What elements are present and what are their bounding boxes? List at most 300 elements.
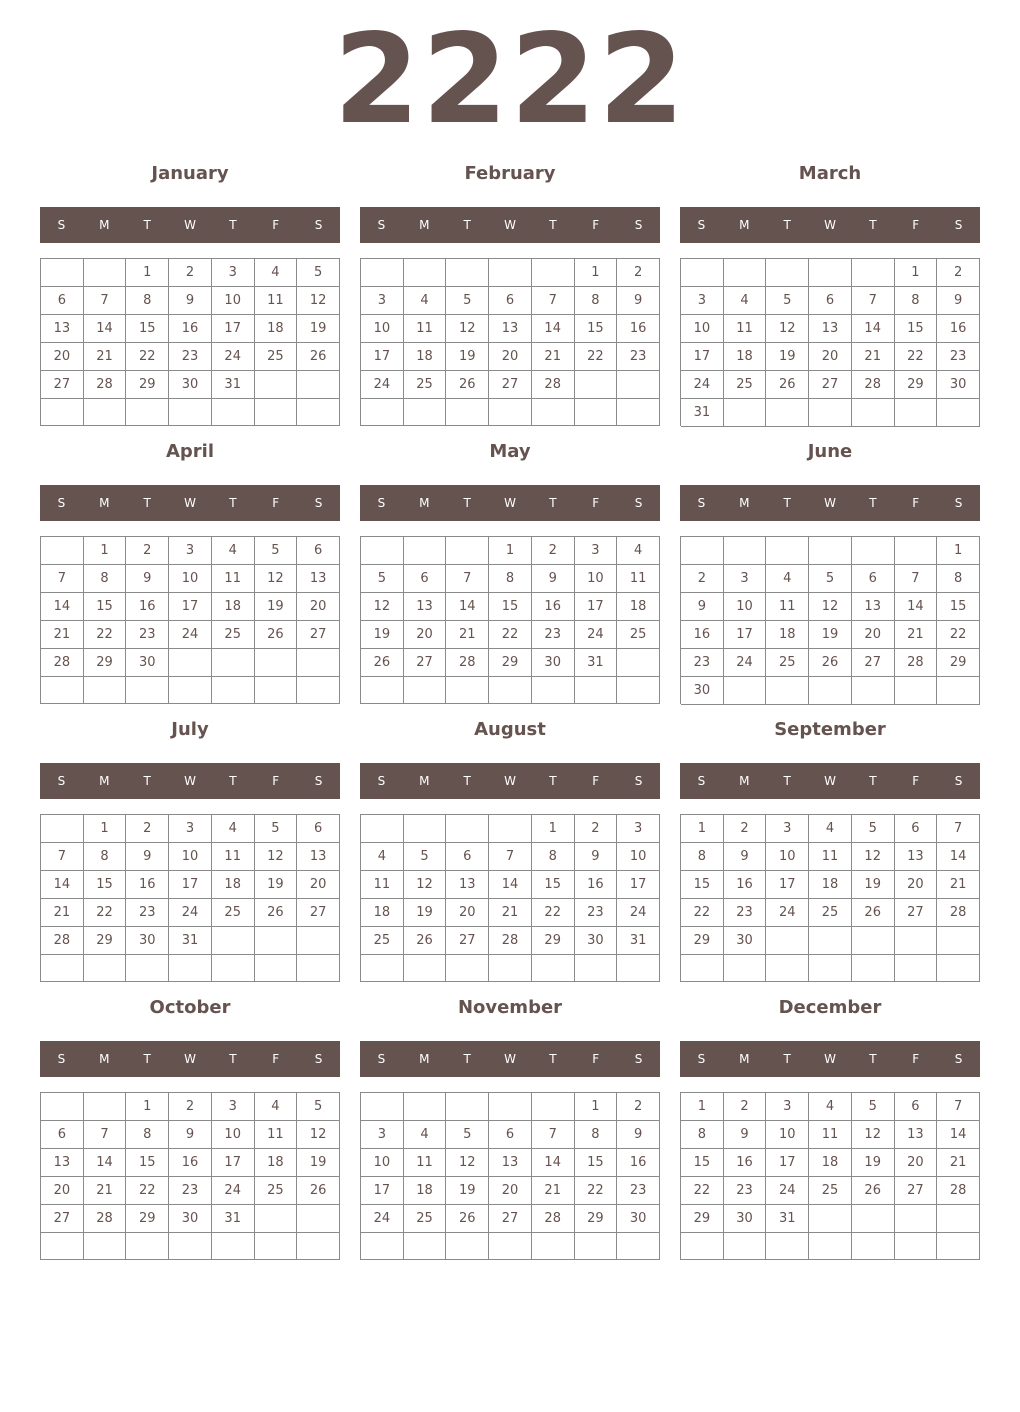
day-cell: 12 [852, 1121, 895, 1149]
day-cell: 29 [126, 1205, 169, 1233]
day-cell: 15 [937, 593, 980, 621]
empty-day-cell [404, 677, 447, 704]
day-cell: 11 [809, 843, 852, 871]
empty-day-cell [532, 677, 575, 704]
day-cell: 6 [895, 815, 938, 843]
day-cell: 12 [766, 315, 809, 343]
weekday-label: S [697, 1052, 706, 1066]
month-title: April [165, 441, 215, 462]
empty-day-cell [724, 399, 767, 427]
day-cell: 31 [212, 1205, 255, 1233]
empty-day-cell [404, 259, 447, 287]
day-cell: 31 [169, 927, 212, 955]
day-cell: 5 [255, 537, 298, 565]
empty-day-cell [489, 1093, 532, 1121]
day-cell: 15 [532, 871, 575, 899]
weekday-label: T [869, 218, 877, 232]
day-cell: 27 [852, 649, 895, 677]
day-cell: 28 [532, 1205, 575, 1233]
day-cell: 8 [126, 1121, 169, 1149]
weekday-label: F [912, 774, 920, 788]
weekday-label: S [377, 496, 386, 510]
day-cell: 9 [169, 287, 212, 315]
day-cell: 4 [404, 1121, 447, 1149]
weekday-label: T [463, 774, 471, 788]
day-cell: 23 [724, 899, 767, 927]
weekday-label: F [912, 496, 920, 510]
day-cell: 29 [84, 649, 127, 677]
day-cell: 30 [724, 927, 767, 955]
day-cell: 2 [617, 1093, 660, 1121]
day-cell: 13 [852, 593, 895, 621]
day-cell: 3 [724, 565, 767, 593]
day-cell: 9 [617, 287, 660, 315]
day-cell: 2 [169, 259, 212, 287]
day-cell: 15 [575, 1149, 618, 1177]
day-cell: 8 [126, 287, 169, 315]
empty-day-cell [169, 955, 212, 982]
empty-day-cell [532, 259, 575, 287]
empty-day-cell [84, 259, 127, 287]
weekday-label: W [184, 774, 196, 788]
empty-day-cell [212, 1233, 255, 1260]
day-cell: 11 [404, 1149, 447, 1177]
day-cell: 24 [724, 649, 767, 677]
empty-day-cell [681, 537, 724, 565]
day-cell: 5 [297, 259, 340, 287]
empty-day-cell [446, 677, 489, 704]
day-cell: 13 [41, 1149, 84, 1177]
day-cell: 21 [852, 343, 895, 371]
day-cell: 7 [937, 1093, 980, 1121]
weekday-label: F [912, 218, 920, 232]
weekday-label: W [184, 496, 196, 510]
empty-day-cell [255, 677, 298, 704]
empty-day-cell [84, 1233, 127, 1260]
empty-day-cell [255, 371, 298, 399]
day-cell: 28 [895, 649, 938, 677]
day-cell: 30 [681, 677, 724, 705]
day-cell: 9 [126, 843, 169, 871]
empty-day-cell [489, 677, 532, 704]
day-cell: 25 [809, 1177, 852, 1205]
empty-day-cell [937, 399, 980, 427]
day-cell: 22 [84, 899, 127, 927]
day-cell: 1 [126, 1093, 169, 1121]
day-cell: 11 [255, 287, 298, 315]
day-cell: 2 [532, 537, 575, 565]
day-cell: 4 [617, 537, 660, 565]
day-cell: 24 [575, 621, 618, 649]
day-cell: 13 [297, 565, 340, 593]
day-cell: 7 [852, 287, 895, 315]
weekday-label: M [99, 218, 110, 232]
day-cell: 17 [681, 343, 724, 371]
empty-day-cell [169, 649, 212, 677]
day-cell: 2 [126, 815, 169, 843]
day-cell: 8 [895, 287, 938, 315]
day-cell: 14 [41, 871, 84, 899]
day-cell: 10 [361, 1149, 404, 1177]
weekday-label: T [549, 496, 557, 510]
weekday-label: S [57, 774, 66, 788]
day-cell: 14 [84, 1149, 127, 1177]
day-cell: 22 [84, 621, 127, 649]
day-cell: 12 [297, 1121, 340, 1149]
day-cell: 7 [41, 843, 84, 871]
day-cell: 10 [212, 287, 255, 315]
day-cell: 4 [212, 537, 255, 565]
day-cell: 11 [255, 1121, 298, 1149]
day-cell: 23 [532, 621, 575, 649]
weekday-header [360, 207, 660, 243]
day-cell: 3 [766, 1093, 809, 1121]
empty-day-cell [169, 677, 212, 704]
weekday-label: W [184, 1052, 196, 1066]
day-cell: 6 [852, 565, 895, 593]
day-cell: 19 [404, 899, 447, 927]
weekday-label: W [184, 218, 196, 232]
day-cell: 11 [404, 315, 447, 343]
weekday-label: S [314, 774, 323, 788]
empty-day-cell [446, 537, 489, 565]
day-cell: 20 [41, 1177, 84, 1205]
weekday-label: S [57, 496, 66, 510]
day-cell: 5 [852, 1093, 895, 1121]
day-cell: 1 [681, 1093, 724, 1121]
day-cell: 4 [255, 1093, 298, 1121]
day-cell: 23 [575, 899, 618, 927]
day-cell: 21 [895, 621, 938, 649]
weekday-header [40, 1041, 340, 1077]
empty-day-cell [617, 1233, 660, 1260]
weekday-label: S [57, 218, 66, 232]
weekday-label: T [229, 496, 237, 510]
day-cell: 19 [852, 1149, 895, 1177]
day-cell: 20 [297, 593, 340, 621]
day-cell: 14 [532, 315, 575, 343]
empty-day-cell [41, 1233, 84, 1260]
day-cell: 5 [852, 815, 895, 843]
empty-day-cell [575, 371, 618, 399]
day-cell: 2 [937, 259, 980, 287]
day-cell: 25 [255, 343, 298, 371]
day-cell: 7 [532, 1121, 575, 1149]
day-cell: 1 [126, 259, 169, 287]
day-cell: 28 [852, 371, 895, 399]
day-cell: 15 [84, 593, 127, 621]
empty-day-cell [169, 1233, 212, 1260]
day-cell: 14 [41, 593, 84, 621]
day-cell: 19 [852, 871, 895, 899]
day-cell: 30 [617, 1205, 660, 1233]
empty-day-cell [532, 1233, 575, 1260]
day-cell: 31 [766, 1205, 809, 1233]
empty-day-cell [297, 1233, 340, 1260]
day-cell: 29 [575, 1205, 618, 1233]
empty-day-cell [489, 259, 532, 287]
weekday-label: M [419, 1052, 430, 1066]
day-cell: 2 [724, 1093, 767, 1121]
day-cell: 10 [169, 565, 212, 593]
empty-day-cell [212, 927, 255, 955]
empty-day-cell [681, 955, 724, 982]
day-cell: 25 [404, 1205, 447, 1233]
weekday-header [40, 207, 340, 243]
day-cell: 23 [169, 343, 212, 371]
day-cell: 20 [809, 343, 852, 371]
day-grid [360, 536, 660, 704]
day-cell: 25 [766, 649, 809, 677]
weekday-label: S [314, 218, 323, 232]
empty-day-cell [895, 1205, 938, 1233]
weekday-label: T [463, 218, 471, 232]
empty-day-cell [766, 677, 809, 705]
empty-day-cell [852, 927, 895, 955]
day-cell: 24 [169, 621, 212, 649]
empty-day-cell [766, 955, 809, 982]
day-cell: 31 [575, 649, 618, 677]
weekday-label: T [869, 774, 877, 788]
empty-day-cell [446, 1233, 489, 1260]
day-cell: 7 [446, 565, 489, 593]
day-cell: 27 [809, 371, 852, 399]
empty-day-cell [446, 259, 489, 287]
day-cell: 13 [895, 843, 938, 871]
day-cell: 1 [84, 815, 127, 843]
day-cell: 1 [575, 1093, 618, 1121]
month-title: July [171, 719, 209, 740]
day-cell: 16 [126, 593, 169, 621]
day-cell: 6 [489, 287, 532, 315]
day-cell: 10 [575, 565, 618, 593]
day-cell: 17 [724, 621, 767, 649]
empty-day-cell [255, 399, 298, 426]
weekday-label: W [824, 774, 836, 788]
weekday-label: S [377, 218, 386, 232]
day-cell: 20 [895, 871, 938, 899]
weekday-label: M [419, 218, 430, 232]
weekday-label: T [143, 218, 151, 232]
weekday-label: F [272, 218, 280, 232]
day-grid [360, 1092, 660, 1260]
day-cell: 4 [809, 1093, 852, 1121]
day-cell: 17 [212, 1149, 255, 1177]
empty-day-cell [809, 537, 852, 565]
empty-day-cell [255, 1205, 298, 1233]
day-cell: 10 [617, 843, 660, 871]
day-cell: 16 [617, 315, 660, 343]
weekday-label: S [954, 1052, 963, 1066]
day-cell: 13 [297, 843, 340, 871]
day-cell: 25 [404, 371, 447, 399]
weekday-label: S [57, 1052, 66, 1066]
day-cell: 29 [489, 649, 532, 677]
weekday-label: T [143, 774, 151, 788]
empty-day-cell [489, 955, 532, 982]
weekday-label: T [549, 1052, 557, 1066]
day-cell: 1 [895, 259, 938, 287]
day-cell: 3 [681, 287, 724, 315]
empty-day-cell [404, 815, 447, 843]
day-cell: 13 [446, 871, 489, 899]
day-cell: 12 [404, 871, 447, 899]
day-cell: 13 [489, 1149, 532, 1177]
empty-day-cell [575, 677, 618, 704]
day-cell: 18 [255, 1149, 298, 1177]
weekday-label: M [419, 496, 430, 510]
weekday-label: F [912, 1052, 920, 1066]
empty-day-cell [724, 537, 767, 565]
day-cell: 4 [724, 287, 767, 315]
empty-day-cell [41, 955, 84, 982]
day-cell: 17 [169, 871, 212, 899]
day-cell: 2 [724, 815, 767, 843]
day-cell: 25 [809, 899, 852, 927]
day-cell: 29 [126, 371, 169, 399]
day-cell: 11 [212, 843, 255, 871]
empty-day-cell [41, 259, 84, 287]
day-cell: 15 [681, 1149, 724, 1177]
day-cell: 1 [532, 815, 575, 843]
empty-day-cell [766, 537, 809, 565]
day-cell: 5 [361, 565, 404, 593]
day-cell: 4 [766, 565, 809, 593]
day-cell: 3 [361, 287, 404, 315]
day-cell: 25 [212, 899, 255, 927]
day-cell: 21 [937, 1149, 980, 1177]
day-cell: 14 [84, 315, 127, 343]
day-cell: 28 [532, 371, 575, 399]
day-cell: 30 [532, 649, 575, 677]
month-title: January [151, 163, 229, 184]
day-cell: 12 [255, 843, 298, 871]
month-title: May [489, 441, 531, 462]
empty-day-cell [255, 1233, 298, 1260]
day-cell: 23 [126, 899, 169, 927]
empty-day-cell [895, 537, 938, 565]
day-cell: 7 [937, 815, 980, 843]
empty-day-cell [297, 371, 340, 399]
day-cell: 28 [446, 649, 489, 677]
empty-day-cell [766, 927, 809, 955]
day-cell: 1 [84, 537, 127, 565]
day-cell: 26 [255, 621, 298, 649]
day-cell: 22 [126, 343, 169, 371]
day-cell: 4 [361, 843, 404, 871]
empty-day-cell [297, 955, 340, 982]
day-cell: 26 [255, 899, 298, 927]
day-cell: 28 [84, 371, 127, 399]
day-cell: 17 [169, 593, 212, 621]
day-cell: 25 [255, 1177, 298, 1205]
day-cell: 30 [169, 1205, 212, 1233]
weekday-label: T [463, 1052, 471, 1066]
weekday-label: S [634, 1052, 643, 1066]
day-cell: 26 [404, 927, 447, 955]
day-cell: 26 [361, 649, 404, 677]
day-cell: 18 [766, 621, 809, 649]
day-cell: 5 [255, 815, 298, 843]
day-cell: 19 [361, 621, 404, 649]
day-cell: 9 [169, 1121, 212, 1149]
empty-day-cell [212, 649, 255, 677]
empty-day-cell [766, 399, 809, 427]
day-cell: 8 [681, 1121, 724, 1149]
weekday-header [40, 485, 340, 521]
weekday-label: S [634, 774, 643, 788]
empty-day-cell [212, 399, 255, 426]
weekday-header [680, 485, 980, 521]
day-cell: 12 [809, 593, 852, 621]
day-cell: 27 [41, 1205, 84, 1233]
day-cell: 26 [852, 1177, 895, 1205]
empty-day-cell [212, 955, 255, 982]
weekday-label: T [143, 496, 151, 510]
day-cell: 23 [617, 343, 660, 371]
day-cell: 22 [489, 621, 532, 649]
empty-day-cell [41, 677, 84, 704]
year-title: 2222 [333, 8, 687, 152]
day-cell: 21 [446, 621, 489, 649]
day-cell: 21 [41, 899, 84, 927]
day-cell: 25 [212, 621, 255, 649]
day-cell: 22 [126, 1177, 169, 1205]
day-cell: 9 [532, 565, 575, 593]
day-cell: 18 [212, 871, 255, 899]
day-cell: 19 [809, 621, 852, 649]
weekday-header [680, 763, 980, 799]
weekday-header [40, 763, 340, 799]
day-cell: 9 [724, 1121, 767, 1149]
weekday-label: T [549, 774, 557, 788]
day-cell: 8 [84, 843, 127, 871]
day-cell: 3 [575, 537, 618, 565]
day-cell: 12 [297, 287, 340, 315]
day-cell: 10 [766, 1121, 809, 1149]
day-cell: 17 [361, 343, 404, 371]
day-cell: 25 [724, 371, 767, 399]
day-cell: 5 [446, 287, 489, 315]
day-cell: 28 [937, 899, 980, 927]
day-cell: 24 [212, 343, 255, 371]
day-cell: 19 [446, 343, 489, 371]
day-cell: 6 [41, 1121, 84, 1149]
day-grid [680, 1092, 980, 1260]
empty-day-cell [852, 955, 895, 982]
empty-day-cell [297, 677, 340, 704]
day-cell: 31 [617, 927, 660, 955]
empty-day-cell [937, 677, 980, 705]
day-cell: 16 [532, 593, 575, 621]
weekday-label: W [504, 496, 516, 510]
empty-day-cell [895, 677, 938, 705]
day-cell: 2 [126, 537, 169, 565]
day-cell: 9 [575, 843, 618, 871]
day-cell: 29 [895, 371, 938, 399]
weekday-label: T [783, 218, 791, 232]
day-cell: 4 [404, 287, 447, 315]
day-cell: 14 [446, 593, 489, 621]
day-cell: 10 [169, 843, 212, 871]
empty-day-cell [895, 927, 938, 955]
day-cell: 6 [446, 843, 489, 871]
weekday-label: M [739, 496, 750, 510]
empty-day-cell [41, 537, 84, 565]
empty-day-cell [809, 955, 852, 982]
day-cell: 7 [84, 1121, 127, 1149]
day-cell: 29 [681, 1205, 724, 1233]
